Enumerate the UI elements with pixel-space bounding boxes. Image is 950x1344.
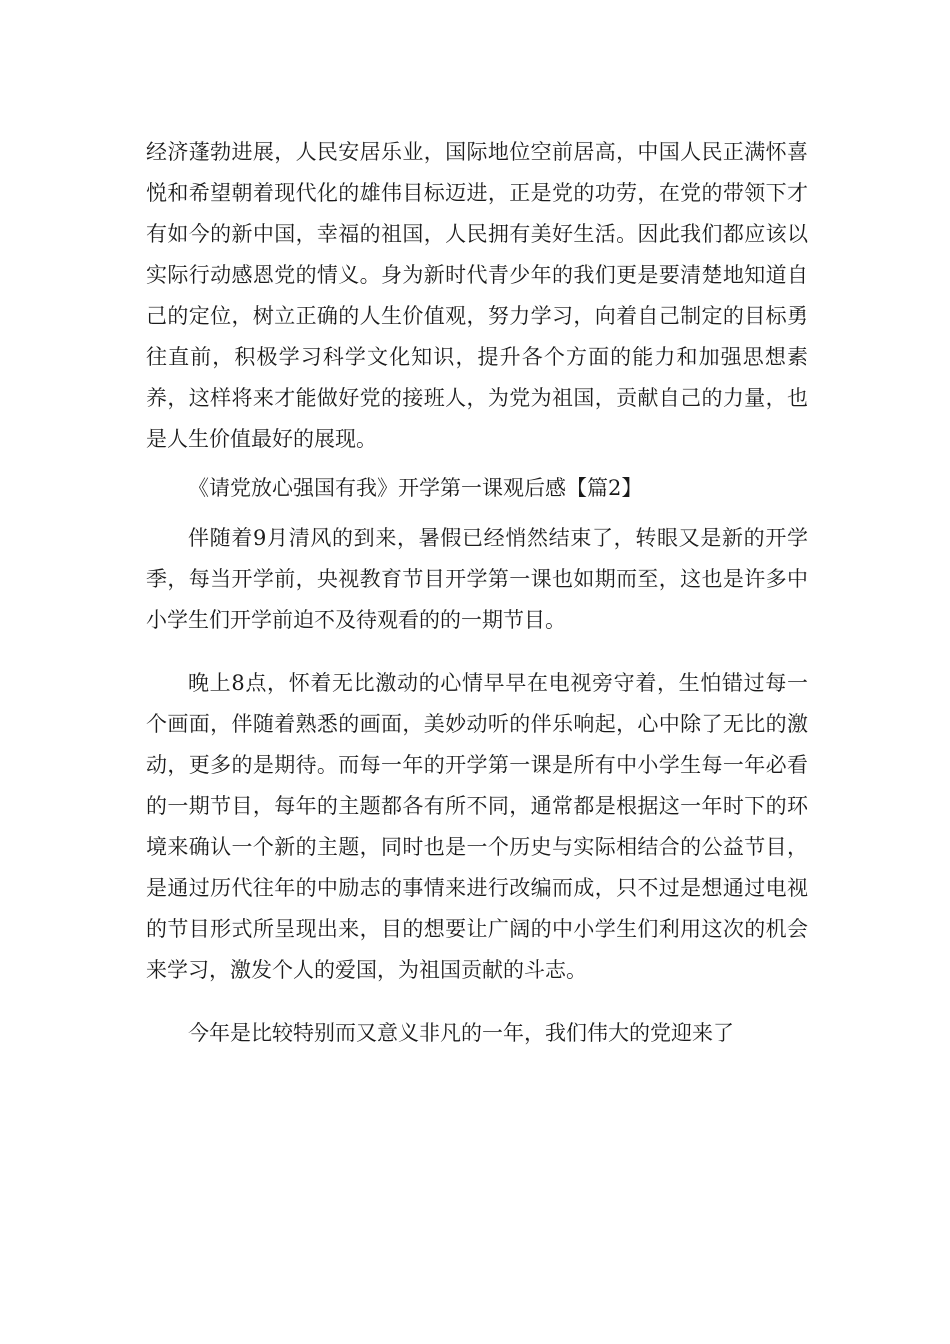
paragraph: 晚上8点，怀着无比激动的心情早早在电视旁守着，生怕错过每一个画面，伴随着熟悉的画面，美妙动听的伴乐响起，心中除了无比的激动，更多的是期待。而每一年的开学第一课是所有中小学生每一年必看的一期节目，每年的主题都各有所不同，通常都是根据这一年时下的环境来确认一个新的主题，同时也是一个历史与实际相结合的公益节目，是通过历代往年的中励志的事情来进行改编而成，只不过是想通过电视的节目形式所呈现出来，目的想要让广阔的中小学生们利用这次的机会来学习，激发个人的爱国，为祖国贡献的斗志。 — [146, 671, 808, 982]
document-body — [146, 132, 808, 1063]
paragraph: 伴随着9月清风的到来，暑假已经悄然结束了，转眼又是新的开学季，每当开学前，央视教育节目开学第一课也如期而至，这也是许多中小学生们开学前迫不及待观看的的一期节目。 — [146, 526, 808, 632]
paragraph-continuation: 经济蓬勃进展，人民安居乐业，国际地位空前居高，中国人民正满怀喜悦和希望朝着现代化的雄伟目标迈进，正是党的功劳，在党的带领下才有如今的新中国，幸福的祖国，人民拥有美好生活。因此我们都应该以实际行动感恩党的情义。身为新时代青少年的我们更是要清楚地知道自己的定位，树立正确的人生价值观，努力学习，向着自己制定的目标勇往直前，积极学习科学文化知识，提升各个方面的能力和加强思想素养，这样将来才能做好党的接班人，为党为祖国，贡献自己的力量，也是人生价值最好的展现。 — [146, 140, 808, 451]
paragraph: 今年是比较特别而又意义非凡的一年，我们伟大的党迎来了 — [188, 1021, 734, 1045]
section-heading: 《请党放心强国有我》开学第一课观后感【篇2】 — [188, 476, 643, 500]
